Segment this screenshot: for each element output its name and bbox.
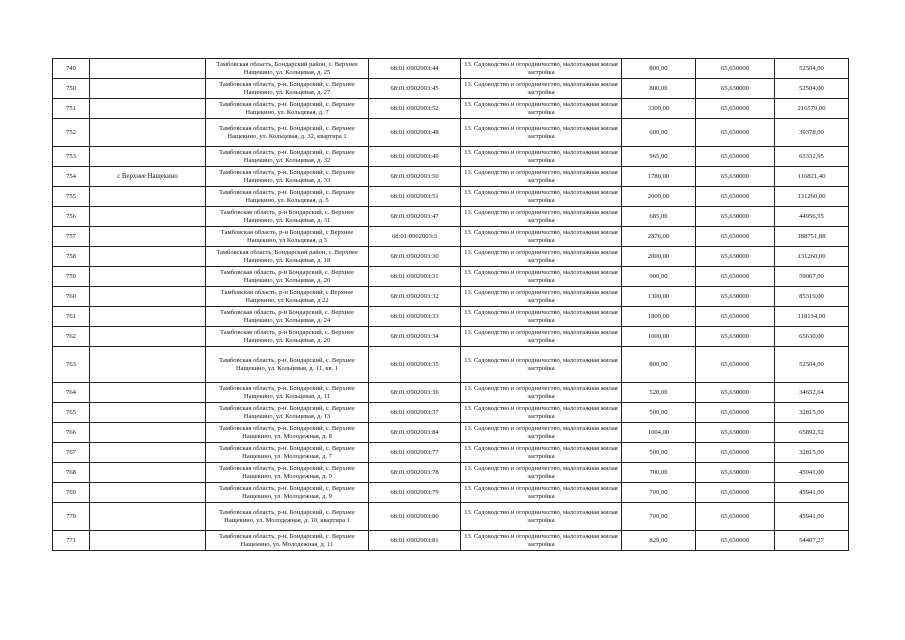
address-cell: Тамбовская область, р-н. Бондарский, с. Верхнее Нащекино, ул. Молодежная, д. 10, квартира 1 <box>206 503 369 531</box>
row-number-cell: 753 <box>53 147 90 167</box>
address-cell: Тамбовская область, р-н. Бондарский, с. Верхнее Нащекино, ул. Кольцевая, д. 11 <box>206 383 369 403</box>
settlement-cell <box>90 347 206 383</box>
land-use-cell: 13. Садоводство и огородничество, малоэтажная жилая застройка <box>461 443 622 463</box>
address-cell: Тамбовская область, р-н Бондарский, с Верхнее Нащекино, ул Кольцевая, д 22 <box>206 287 369 307</box>
cadastral-number-cell: 68:01:0902003:48 <box>369 119 461 147</box>
table-row <box>53 119 849 147</box>
cadastral-value-cell: 39378,00 <box>775 119 849 147</box>
row-number-cell: 757 <box>53 227 90 247</box>
cadastral-number-cell: 68:01:0902003:80 <box>369 503 461 531</box>
rate-cell: 65,630000 <box>696 267 775 287</box>
settlement-cell <box>90 187 206 207</box>
land-use-cell: 13. Садоводство и огородничество, малоэтажная жилая застройка <box>461 167 622 187</box>
land-use-cell: 13. Садоводство и огородничество, малоэтажная жилая застройка <box>461 403 622 423</box>
area-cell: 800,00 <box>622 59 696 79</box>
address-cell: Тамбовская область, р-н. Бондарский, с. Верхнее Нащекино, ул. Кольцевая, д. 32, квартира 1 <box>206 119 369 147</box>
row-number-cell: 770 <box>53 503 90 531</box>
table-row <box>53 247 849 267</box>
land-use-cell: 13. Садоводство и огородничество, малоэтажная жилая застройка <box>461 287 622 307</box>
land-use-cell: 13. Садоводство и огородничество, малоэтажная жилая застройка <box>461 59 622 79</box>
address-cell: Тамбовская область, р-н. Бондарский, с. Верхнее Нащекино, ул. Кольцевая, д. 5 <box>206 187 369 207</box>
table-row <box>53 59 849 79</box>
cadastral-number-cell: 68:01:0902003:77 <box>369 443 461 463</box>
cadastral-value-cell: 216579,00 <box>775 99 849 119</box>
rate-cell: 65,630000 <box>696 503 775 531</box>
table-row <box>53 187 849 207</box>
table-row <box>53 147 849 167</box>
rate-cell: 65,630000 <box>696 207 775 227</box>
area-cell: 800,00 <box>622 347 696 383</box>
area-cell: 528,00 <box>622 383 696 403</box>
cadastral-number-cell: 68:01:0902003:31 <box>369 267 461 287</box>
area-cell: 685,00 <box>622 207 696 227</box>
rate-cell: 65,630000 <box>696 383 775 403</box>
rate-cell: 65,630000 <box>696 79 775 99</box>
address-cell: Тамбовская область, р-н. Бондарский, с. Верхнее Нащекино, ул. Молодежная, д. 8 <box>206 423 369 443</box>
cadastral-value-cell: 44956,55 <box>775 207 849 227</box>
cadastral-value-cell: 32815,00 <box>775 443 849 463</box>
rate-cell: 65,630000 <box>696 147 775 167</box>
address-cell: Тамбовская область, Бондарский район, с. Верхнее Нащекино, ул. Кольцевая, д. 25 <box>206 59 369 79</box>
rate-cell: 65,630000 <box>696 443 775 463</box>
cadastral-number-cell: 68:01:0902003:79 <box>369 483 461 503</box>
rate-cell: 65,630000 <box>696 167 775 187</box>
settlement-cell <box>90 207 206 227</box>
table-row <box>53 99 849 119</box>
settlement-cell <box>90 503 206 531</box>
row-number-cell: 754 <box>53 167 90 187</box>
row-number-cell: 758 <box>53 247 90 267</box>
cadastral-value-cell: 52504,00 <box>775 79 849 99</box>
settlement-cell <box>90 307 206 327</box>
cadastral-value-cell: 118134,00 <box>775 307 849 327</box>
cadastral-value-cell: 63332,95 <box>775 147 849 167</box>
area-cell: 1004,00 <box>622 423 696 443</box>
settlement-cell <box>90 463 206 483</box>
address-cell: Тамбовская область, р-н. Бондарский, с. Верхнее Нащекино, ул. Кольцевая, д. 11, кв. 1 <box>206 347 369 383</box>
area-cell: 1000,00 <box>622 327 696 347</box>
cadastral-number-cell: 68:01:0902003:84 <box>369 423 461 443</box>
land-use-cell: 13. Садоводство и огородничество, малоэтажная жилая застройка <box>461 147 622 167</box>
table-row <box>53 327 849 347</box>
land-use-cell: 13. Садоводство и огородничество, малоэтажная жилая застройка <box>461 327 622 347</box>
land-register-table <box>52 58 849 551</box>
settlement-cell <box>90 267 206 287</box>
table-row <box>53 531 849 551</box>
area-cell: 600,00 <box>622 119 696 147</box>
table-row <box>53 207 849 227</box>
row-number-cell: 751 <box>53 99 90 119</box>
settlement-cell <box>90 99 206 119</box>
cadastral-value-cell: 32815,00 <box>775 403 849 423</box>
table-row <box>53 267 849 287</box>
cadastral-number-cell: 68:01:0902003:50 <box>369 167 461 187</box>
rate-cell: 65,630000 <box>696 227 775 247</box>
rate-cell: 65,630000 <box>696 307 775 327</box>
cadastral-value-cell: 188751,88 <box>775 227 849 247</box>
row-number-cell: 749 <box>53 59 90 79</box>
area-cell: 700,00 <box>622 503 696 531</box>
area-cell: 700,00 <box>622 463 696 483</box>
rate-cell: 65,630000 <box>696 287 775 307</box>
cadastral-number-cell: 68:01:0902003:49 <box>369 147 461 167</box>
rate-cell: 65,630000 <box>696 119 775 147</box>
address-cell: Тамбовская область, р-н. Бондарский, с. Верхнее Нащекино, ул. Кольцевая, д. 32 <box>206 147 369 167</box>
cadastral-number-cell: 68:01:0902003:44 <box>369 59 461 79</box>
rate-cell: 65,630000 <box>696 483 775 503</box>
settlement-cell <box>90 79 206 99</box>
cadastral-value-cell: 65892,52 <box>775 423 849 443</box>
cadastral-value-cell: 85319,00 <box>775 287 849 307</box>
address-cell: Тамбовская область, р-н. Бондарский, с. Верхнее Нащекино, ул. Кольцевая, д. 13 <box>206 403 369 423</box>
cadastral-value-cell: 45941,00 <box>775 483 849 503</box>
settlement-cell <box>90 287 206 307</box>
address-cell: Тамбовская область, р-н. Бондарский, с. Верхнее Нащекино, ул. Кольцевая, д. 27 <box>206 79 369 99</box>
land-use-cell: 13. Садоводство и огородничество, малоэтажная жилая застройка <box>461 247 622 267</box>
table-body <box>53 59 849 551</box>
settlement-cell <box>90 531 206 551</box>
address-cell: Тамбовская область, р-н. Бондарский, с. Верхнее Нащекино, ул. Молодежная, д. 9 <box>206 483 369 503</box>
settlement-cell <box>90 227 206 247</box>
cadastral-value-cell: 131260,00 <box>775 187 849 207</box>
land-use-cell: 13. Садоводство и огородничество, малоэтажная жилая застройка <box>461 531 622 551</box>
area-cell: 2000,00 <box>622 187 696 207</box>
rate-cell: 65,630000 <box>696 347 775 383</box>
row-number-cell: 771 <box>53 531 90 551</box>
cadastral-number-cell: 68:01:0902003:30 <box>369 247 461 267</box>
area-cell: 829,00 <box>622 531 696 551</box>
table-row <box>53 463 849 483</box>
cadastral-number-cell: 68:01:0902003:36 <box>369 383 461 403</box>
cadastral-value-cell: 131260,00 <box>775 247 849 267</box>
address-cell: Тамбовская область, р-н. Бондарский, с. Верхнее Нащекино, ул. Молодежная, д. 7 <box>206 443 369 463</box>
rate-cell: 65,630000 <box>696 99 775 119</box>
row-number-cell: 755 <box>53 187 90 207</box>
address-cell: Тамбовская область, р-н. Бондарский, с. Верхнее Нащекино, ул. Молодежная, д. 11 <box>206 531 369 551</box>
rate-cell: 65,630000 <box>696 423 775 443</box>
row-number-cell: 765 <box>53 403 90 423</box>
settlement-cell <box>90 423 206 443</box>
land-use-cell: 13. Садоводство и огородничество, малоэтажная жилая застройка <box>461 483 622 503</box>
area-cell: 900,00 <box>622 267 696 287</box>
address-cell: Тамбовская область, р-н Бондарский, с Верхнее Нащекино, ул Кольцевая, д 3 <box>206 227 369 247</box>
rate-cell: 65,630000 <box>696 247 775 267</box>
table-row <box>53 347 849 383</box>
row-number-cell: 760 <box>53 287 90 307</box>
area-cell: 1780,00 <box>622 167 696 187</box>
land-use-cell: 13. Садоводство и огородничество, малоэтажная жилая застройка <box>461 463 622 483</box>
cadastral-number-cell: 68:01:0902003:32 <box>369 287 461 307</box>
table-row <box>53 287 849 307</box>
cadastral-value-cell: 65630,00 <box>775 327 849 347</box>
settlement-cell <box>90 403 206 423</box>
settlement-cell: с Верхнее Нащекино <box>90 167 206 187</box>
cadastral-number-cell: 68:01:0902003:81 <box>369 531 461 551</box>
table-row <box>53 383 849 403</box>
cadastral-number-cell: 68:01:0902003:47 <box>369 207 461 227</box>
address-cell: Тамбовская область, р-н Бондарский, с. Верхнее Нащекино, ул. Кольцевая, д. 20 <box>206 267 369 287</box>
cadastral-value-cell: 52504,00 <box>775 347 849 383</box>
rate-cell: 65,630000 <box>696 531 775 551</box>
settlement-cell <box>90 383 206 403</box>
cadastral-number-cell: 68:01:0902003:35 <box>369 347 461 383</box>
cadastral-value-cell: 59067,00 <box>775 267 849 287</box>
address-cell: Тамбовская область, р-н. Бондарский, с. Верхнее Нащекино, ул. Кольцевая, д. 7 <box>206 99 369 119</box>
table-row <box>53 503 849 531</box>
cadastral-value-cell: 54407,27 <box>775 531 849 551</box>
settlement-cell <box>90 119 206 147</box>
area-cell: 2876,00 <box>622 227 696 247</box>
rate-cell: 65,630000 <box>696 463 775 483</box>
cadastral-value-cell: 116821,40 <box>775 167 849 187</box>
row-number-cell: 750 <box>53 79 90 99</box>
rate-cell: 65,630000 <box>696 327 775 347</box>
land-use-cell: 13. Садоводство и огородничество, малоэтажная жилая застройка <box>461 503 622 531</box>
cadastral-value-cell: 45941,00 <box>775 463 849 483</box>
land-use-cell: 13. Садоводство и огородничество, малоэтажная жилая застройка <box>461 99 622 119</box>
settlement-cell <box>90 443 206 463</box>
row-number-cell: 769 <box>53 483 90 503</box>
rate-cell: 65,630000 <box>696 59 775 79</box>
area-cell: 1800,00 <box>622 307 696 327</box>
table-row <box>53 307 849 327</box>
row-number-cell: 763 <box>53 347 90 383</box>
land-use-cell: 13. Садоводство и огородничество, малоэтажная жилая застройка <box>461 347 622 383</box>
area-cell: 965,00 <box>622 147 696 167</box>
table-row <box>53 443 849 463</box>
table-row <box>53 423 849 443</box>
row-number-cell: 768 <box>53 463 90 483</box>
address-cell: Тамбовская область, р-н. Бондарский, с. Верхнее Нащекино, ул. Молодежная, д. 9 <box>206 463 369 483</box>
address-cell: Тамбовская область, р-н Бондарский, с. Верхнее Нащекино, ул. Кольцевая, д. 31 <box>206 207 369 227</box>
cadastral-number-cell: 68:01:0902003:52 <box>369 99 461 119</box>
area-cell: 700,00 <box>622 483 696 503</box>
cadastral-number-cell: 68:01:0902003:33 <box>369 307 461 327</box>
land-use-cell: 13. Садоводство и огородничество, малоэтажная жилая застройка <box>461 423 622 443</box>
cadastral-number-cell: 68:01:0902003:37 <box>369 403 461 423</box>
row-number-cell: 761 <box>53 307 90 327</box>
settlement-cell <box>90 59 206 79</box>
area-cell: 1300,00 <box>622 287 696 307</box>
cadastral-value-cell: 52504,00 <box>775 59 849 79</box>
land-use-cell: 13. Садоводство и огородничество, малоэтажная жилая застройка <box>461 119 622 147</box>
settlement-cell <box>90 247 206 267</box>
row-number-cell: 756 <box>53 207 90 227</box>
cadastral-number-cell: 68:01:0902003:3 <box>369 227 461 247</box>
row-number-cell: 767 <box>53 443 90 463</box>
cadastral-value-cell: 45941,00 <box>775 503 849 531</box>
land-use-cell: 13. Садоводство и огородничество, малоэтажная жилая застройка <box>461 267 622 287</box>
address-cell: Тамбовская область, Бондарский район, с. Верхнее Нащекино, ул. Кольцевая, д. 18 <box>206 247 369 267</box>
land-use-cell: 13. Садоводство и огородничество, малоэтажная жилая застройка <box>461 79 622 99</box>
land-use-cell: 13. Садоводство и огородничество, малоэтажная жилая застройка <box>461 307 622 327</box>
table-row <box>53 79 849 99</box>
table-row <box>53 483 849 503</box>
table-row <box>53 227 849 247</box>
land-use-cell: 13. Садоводство и огородничество, малоэтажная жилая застройка <box>461 207 622 227</box>
settlement-cell <box>90 147 206 167</box>
table-row <box>53 167 849 187</box>
area-cell: 3300,00 <box>622 99 696 119</box>
address-cell: Тамбовская область, р-н Бондарский, с. Верхнее Нащекино, ул. Кольцевая, д. 24 <box>206 307 369 327</box>
cadastral-value-cell: 34652,64 <box>775 383 849 403</box>
land-use-cell: 13. Садоводство и огородничество, малоэтажная жилая застройка <box>461 383 622 403</box>
row-number-cell: 764 <box>53 383 90 403</box>
area-cell: 500,00 <box>622 403 696 423</box>
row-number-cell: 762 <box>53 327 90 347</box>
row-number-cell: 752 <box>53 119 90 147</box>
cadastral-number-cell: 68:01:0902003:51 <box>369 187 461 207</box>
land-use-cell: 13. Садоводство и огородничество, малоэтажная жилая застройка <box>461 187 622 207</box>
settlement-cell <box>90 483 206 503</box>
settlement-cell <box>90 327 206 347</box>
land-use-cell: 13. Садоводство и огородничество, малоэтажная жилая застройка <box>461 227 622 247</box>
cadastral-number-cell: 68:01:0902003:78 <box>369 463 461 483</box>
rate-cell: 65,630000 <box>696 187 775 207</box>
cadastral-number-cell: 68:01:0902003:45 <box>369 79 461 99</box>
row-number-cell: 759 <box>53 267 90 287</box>
row-number-cell: 766 <box>53 423 90 443</box>
table-row <box>53 403 849 423</box>
area-cell: 800,00 <box>622 79 696 99</box>
cadastral-number-cell: 68:01:0902003:34 <box>369 327 461 347</box>
area-cell: 2000,00 <box>622 247 696 267</box>
area-cell: 500,00 <box>622 443 696 463</box>
address-cell: Тамбовская область, р-н. Бондарский, с. Верхнее Нащекино, ул. Кольцевая, д. 33 <box>206 167 369 187</box>
address-cell: Тамбовская область, р-н Бондарский, с. Верхнее Нащекино, ул. Кольцевая, д. 26 <box>206 327 369 347</box>
rate-cell: 65,630000 <box>696 403 775 423</box>
